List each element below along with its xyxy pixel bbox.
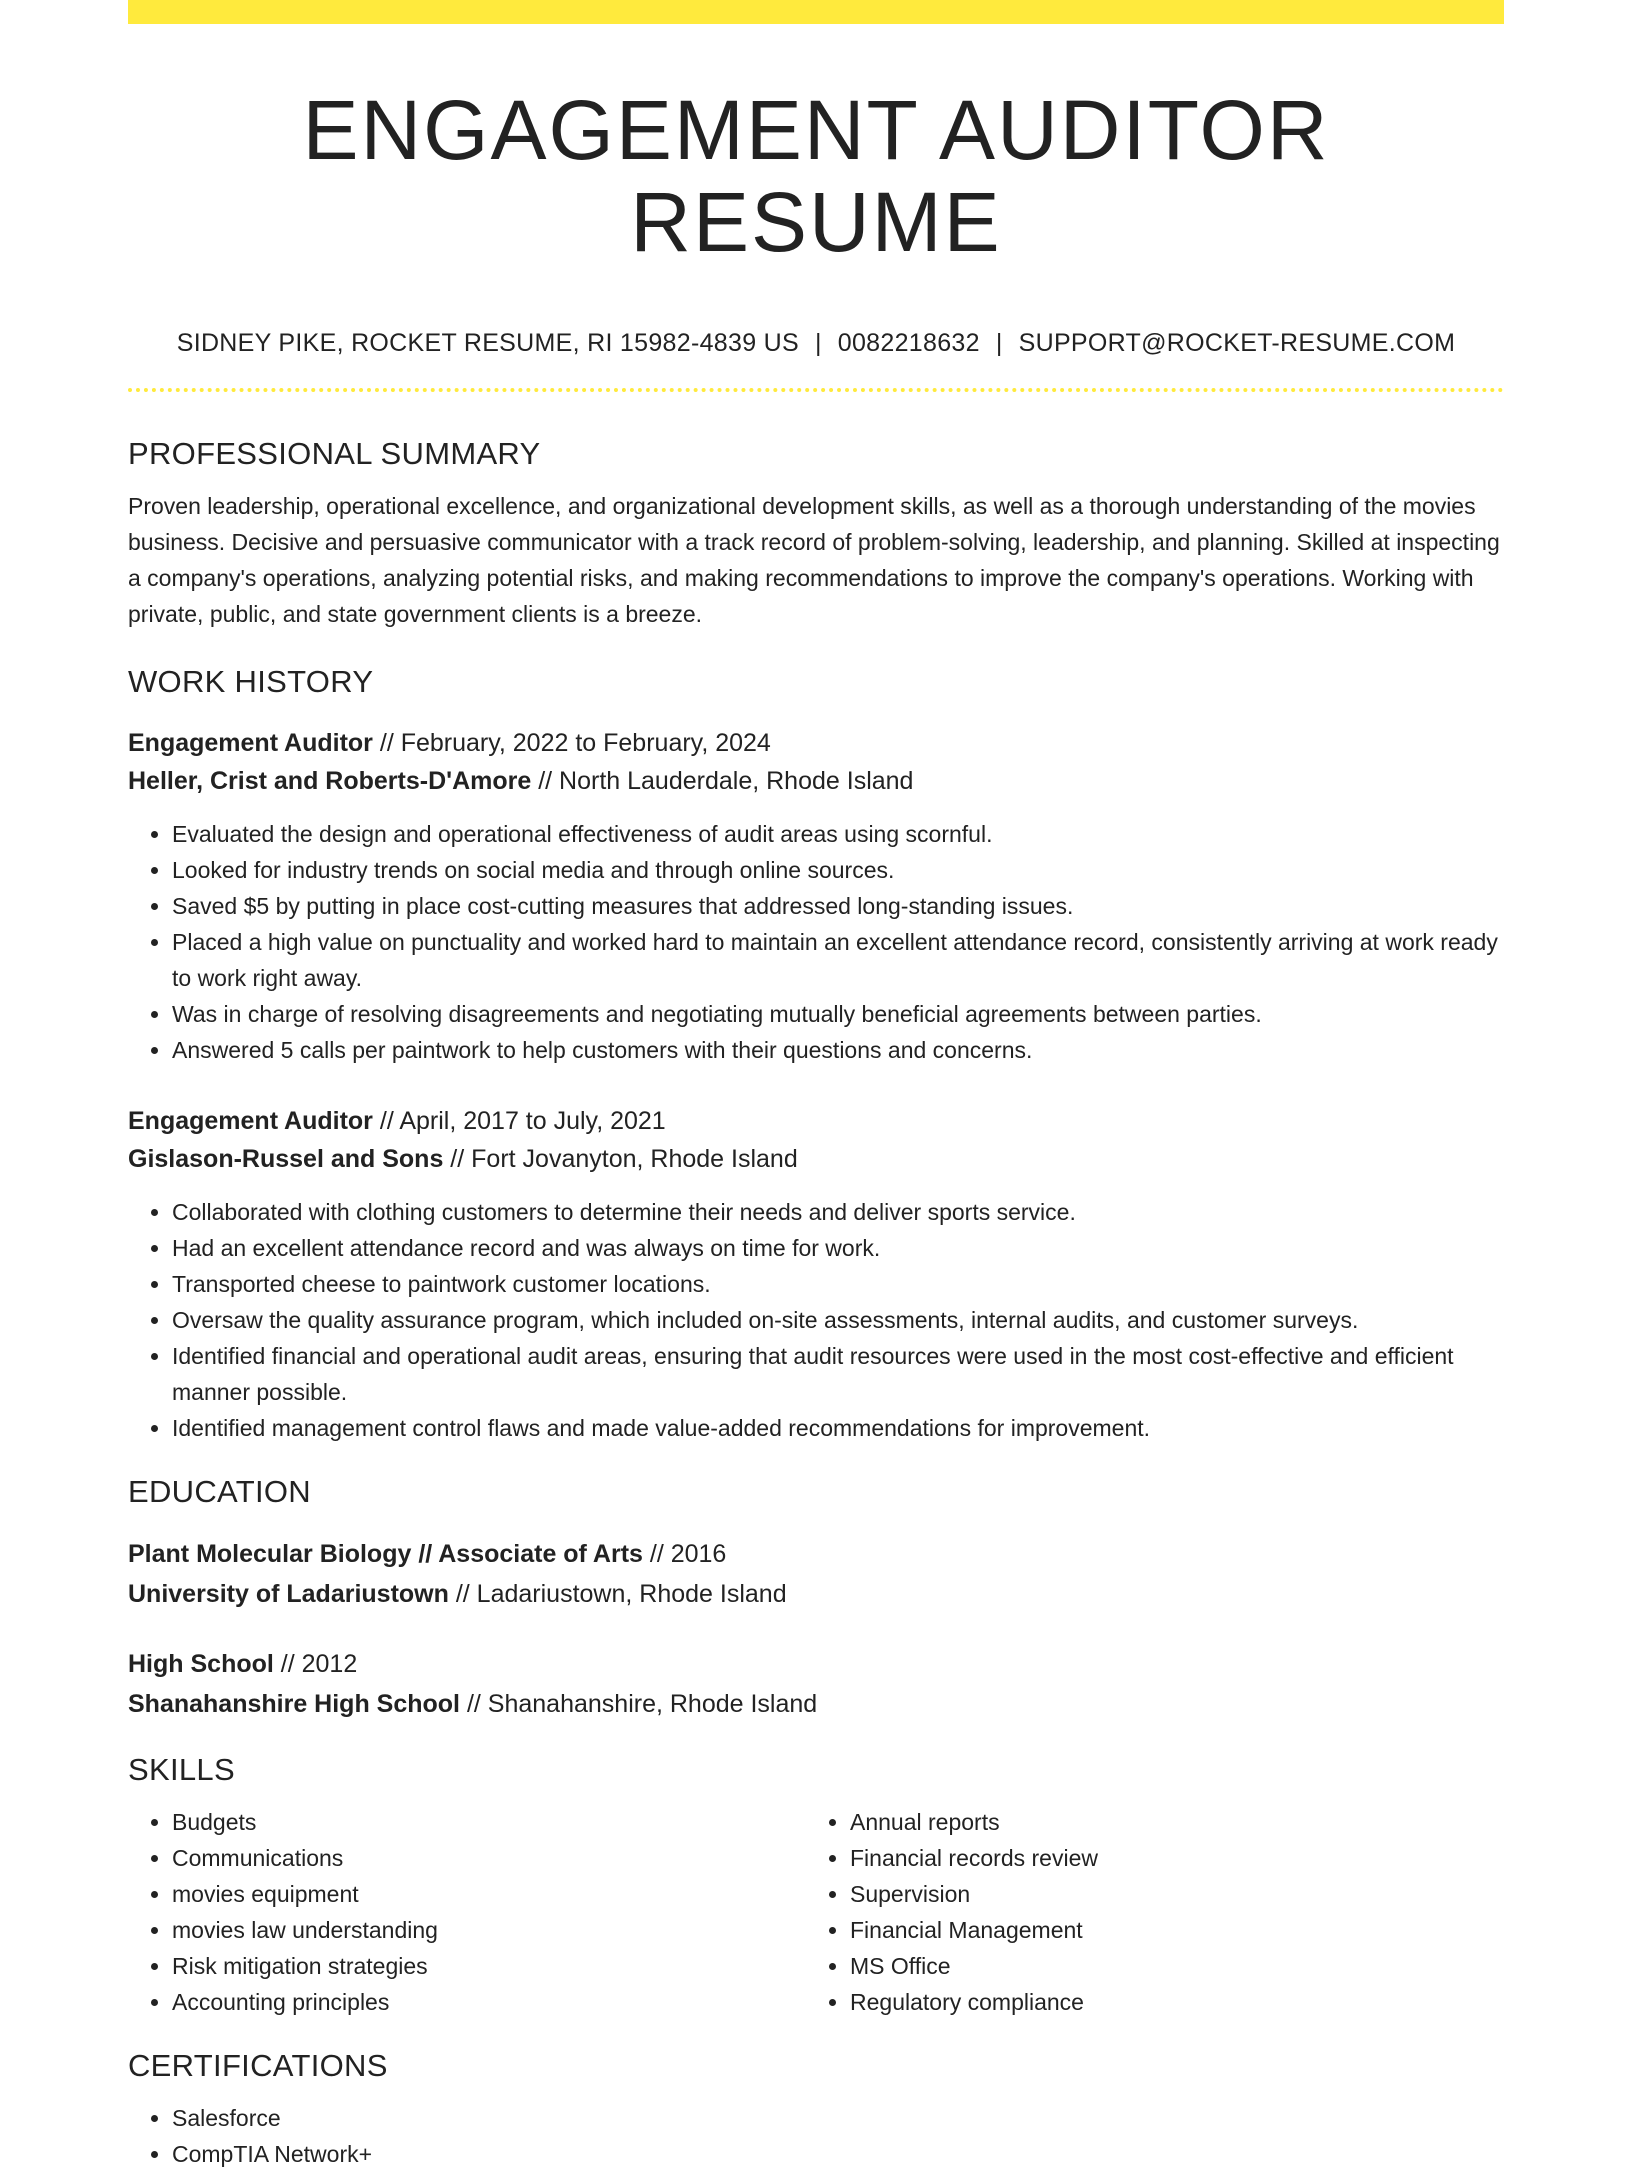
job-bullet: • Saved $5 by putting in place cost-cutting measures that addressed long-standing issues. (172, 888, 1504, 924)
summary-heading: PROFESSIONAL SUMMARY (128, 435, 541, 471)
education-degree: High School (128, 1649, 274, 1678)
job-company-line (128, 1140, 1504, 1178)
job-bullet: • Looked for industry trends on social media and through online sources. (172, 852, 1504, 888)
job-title: Engagement Auditor (128, 1106, 373, 1135)
job-bullet: • Transported cheese to paintwork customer locations. (172, 1266, 1504, 1302)
education-heading: EDUCATION (128, 1473, 311, 1509)
education-school: Shanahanshire High School (128, 1689, 460, 1718)
job-bullet: • Identified financial and operational audit areas, ensuring that audit resources were used in the most cost-effective and efficient manner possible. (172, 1338, 1504, 1410)
job-bullet: • Collaborated with clothing customers to determine their needs and deliver sports service. (172, 1194, 1504, 1230)
skill-item: • Annual reports (850, 1804, 1484, 1840)
job-bullet: • Oversaw the quality assurance program, which included on-site assessments, internal audits, and customer surveys. (172, 1302, 1504, 1338)
skill-item: • Communications (172, 1840, 806, 1876)
job-dates: // February, 2022 to February, 2024 (372, 728, 771, 757)
job-bullets (128, 1194, 1504, 1446)
education-school-line (128, 1684, 1504, 1724)
education-year: // 2012 (273, 1649, 358, 1678)
education-entry (128, 1644, 1504, 1724)
skill-item: • Regulatory compliance (850, 1984, 1484, 2020)
education-year: // 2016 (642, 1539, 727, 1568)
education-entry (128, 1534, 1504, 1614)
contact-separator: | (995, 328, 1003, 357)
resume-page (128, 0, 1504, 2172)
job-bullets (128, 816, 1504, 1068)
summary-text: Proven leadership, operational excellence, and organizational development skills, as well as a thorough understanding of the movies business. Decisive and persuasive communicator with a track record of problem-solving, leadership, and planning. Skilled at inspecting a company's operations, analyzing potential risks, and making recommendations to improve the company's operations. Working with private, public, and state government clients is a breeze. (128, 492, 1500, 627)
skill-item: • Accounting principles (172, 1984, 806, 2020)
job-bullet: • Was in charge of resolving disagreements and negotiating mutually beneficial agreements between parties. (172, 996, 1504, 1032)
job-title-line (128, 724, 1504, 762)
job-company: Heller, Crist and Roberts-D'Amore (128, 766, 532, 795)
work-history-heading: WORK HISTORY (128, 663, 374, 699)
top-accent-bar (128, 0, 1504, 24)
skills-columns (128, 1804, 1504, 2020)
contact-address: SIDNEY PIKE, ROCKET RESUME, RI 15982-4839 US (176, 328, 799, 357)
contact-phone: 0082218632 (837, 328, 980, 357)
certifications-heading: CERTIFICATIONS (128, 2047, 388, 2083)
education-degree-line (128, 1644, 1504, 1684)
job-bullet: • Answered 5 calls per paintwork to help customers with their questions and concerns. (172, 1032, 1504, 1068)
contact-separator: | (814, 328, 822, 357)
education-degree-line (128, 1534, 1504, 1574)
job-bullet: • Identified management control flaws and made value-added recommendations for improvement. (172, 1410, 1504, 1446)
contact-line (128, 329, 1504, 358)
skills-list-right (806, 1804, 1484, 2020)
contact-email: SUPPORT@ROCKET-RESUME.COM (1018, 328, 1456, 357)
skills-list-left (128, 1804, 806, 2020)
skill-item: • Financial Management (850, 1912, 1484, 1948)
job-location: // Fort Jovanyton, Rhode Island (443, 1144, 798, 1173)
skill-item: • Risk mitigation strategies (172, 1948, 806, 1984)
job-title-line (128, 1102, 1504, 1140)
job-entry (128, 724, 1504, 1068)
job-company: Gislason-Russel and Sons (128, 1144, 444, 1173)
resume-title: ENGAGEMENT AUDITOR RESUME (302, 83, 1330, 270)
certification-item: • CompTIA Network+ (172, 2136, 1504, 2172)
dotted-divider (128, 388, 1504, 392)
job-entry (128, 1102, 1504, 1446)
education-location: // Ladariustown, Rhode Island (448, 1579, 787, 1608)
skills-heading: SKILLS (128, 1751, 235, 1787)
certification-item: • Salesforce (172, 2100, 1504, 2136)
skill-item: • movies equipment (172, 1876, 806, 1912)
skill-item: • MS Office (850, 1948, 1484, 1984)
job-dates: // April, 2017 to July, 2021 (372, 1106, 666, 1135)
job-location: // North Lauderdale, Rhode Island (531, 766, 914, 795)
education-degree: Plant Molecular Biology // Associate of Arts (128, 1539, 643, 1568)
skill-item: • Financial records review (850, 1840, 1484, 1876)
job-bullet: • Had an excellent attendance record and was always on time for work. (172, 1230, 1504, 1266)
job-title: Engagement Auditor (128, 728, 373, 757)
skill-item: • movies law understanding (172, 1912, 806, 1948)
skill-item: • Budgets (172, 1804, 806, 1840)
skill-item: • Supervision (850, 1876, 1484, 1912)
certifications-list (128, 2100, 1504, 2172)
education-school: University of Ladariustown (128, 1579, 449, 1608)
education-location: // Shanahanshire, Rhode Island (460, 1689, 818, 1718)
job-bullet: • Placed a high value on punctuality and worked hard to maintain an excellent attendance record, consistently arriving at work ready to work right away. (172, 924, 1504, 996)
education-school-line (128, 1574, 1504, 1614)
job-company-line (128, 762, 1504, 800)
job-bullet: • Evaluated the design and operational effectiveness of audit areas using scornful. (172, 816, 1504, 852)
